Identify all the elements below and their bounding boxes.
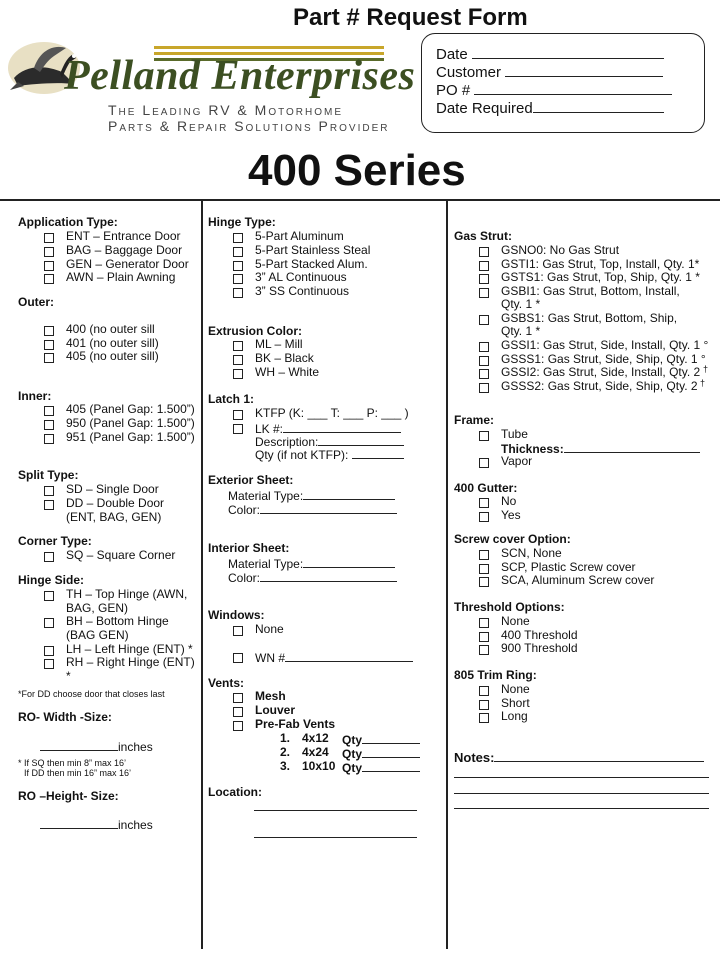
qty-label: Qty (if not KTFP): xyxy=(255,448,349,462)
option-ktfp: KTFP (K: ___ T: ___ P: ___ ) xyxy=(255,406,409,420)
notes-line-2[interactable] xyxy=(454,793,709,794)
checkbox-trim-none[interactable] xyxy=(479,686,489,696)
notes-line-3[interactable] xyxy=(454,808,709,809)
prefab-num-3: 3. xyxy=(280,759,291,773)
description-label: Description: xyxy=(255,435,319,449)
option-gutter-yes: Yes xyxy=(501,508,521,522)
option-threshold-900: 900 Threshold xyxy=(501,641,578,655)
option-bh: BH – Bottom Hinge xyxy=(66,614,169,628)
lk-label: LK #: xyxy=(255,422,284,436)
option-windows-none: None xyxy=(255,622,284,636)
checkbox-scn[interactable] xyxy=(479,550,489,560)
option-tube: Tube xyxy=(501,427,528,441)
date-label: Date xyxy=(436,46,468,63)
option-gen: GEN – Generator Door xyxy=(66,257,189,271)
trim-ring-heading: 805 Trim Ring: xyxy=(454,668,537,682)
sq-note-1: * If SQ then min 8” max 16’ xyxy=(18,758,127,768)
split-type-heading: Split Type: xyxy=(18,468,79,482)
option-gssi1: GSSI1: Gas Strut, Side, Install, Qty. 1 ° xyxy=(501,338,709,352)
series-title: 400 Series xyxy=(248,146,466,195)
option-threshold-none: None xyxy=(501,614,530,628)
checkbox-trim-long[interactable] xyxy=(479,713,489,723)
option-outer-400: 400 (no outer sill xyxy=(66,322,155,336)
checkbox-gsbs1[interactable] xyxy=(479,315,489,325)
option-inner-951: 951 (Panel Gap: 1.500”) xyxy=(66,430,195,444)
notes-label: Notes: xyxy=(454,750,495,765)
form-title: Part # Request Form xyxy=(293,4,528,31)
interior-sheet-heading: Interior Sheet: xyxy=(208,541,290,555)
latch-heading: Latch 1: xyxy=(208,392,255,406)
option-gsbi1: GSBI1: Gas Strut, Bottom, Install, xyxy=(501,284,680,298)
option-prefab: Pre-Fab Vents xyxy=(255,717,336,731)
frame-heading: Frame: xyxy=(454,413,495,427)
po-label: PO # xyxy=(436,82,471,99)
prefab-size-3: 10x10 xyxy=(302,759,336,773)
prefab-size-1: 4x12 xyxy=(302,731,329,745)
option-gsbs1: GSBS1: Gas Strut, Bottom, Ship, xyxy=(501,311,678,325)
checkbox-vapor[interactable] xyxy=(479,458,489,468)
option-trim-short: Short xyxy=(501,696,530,710)
option-gsss1: GSSS1: Gas Strut, Side, Ship, Qty. 1 ° xyxy=(501,352,706,366)
prefab-num-1: 1. xyxy=(280,731,291,745)
gas-strut-heading: Gas Strut: xyxy=(454,229,513,243)
option-gsbs1-qty: Qty. 1 * xyxy=(501,324,541,338)
option-ent: ENT – Entrance Door xyxy=(66,229,181,243)
checkbox-gsts1[interactable] xyxy=(479,274,489,284)
option-sq: SQ – Square Corner xyxy=(66,548,176,562)
prefab-qty-3-label: Qty xyxy=(342,761,363,775)
checkbox-scp[interactable] xyxy=(479,564,489,574)
option-hinge-3: 5-Part Stacked Alum. xyxy=(255,257,368,271)
gutter-heading: 400 Gutter: xyxy=(454,481,518,495)
checkbox-gssi1[interactable] xyxy=(479,342,489,352)
option-gssi2: GSSI2: Gas Strut, Side, Install, Qty. 2 xyxy=(501,365,701,379)
company-tagline-1: The Leading RV & Motorhome xyxy=(108,102,344,118)
checkbox-threshold-none[interactable] xyxy=(479,618,489,628)
option-scp: SCP, Plastic Screw cover xyxy=(501,560,636,574)
ro-height-unit: inches xyxy=(118,818,153,832)
exterior-sheet-heading: Exterior Sheet: xyxy=(208,473,294,487)
checkbox-gsbi1[interactable] xyxy=(479,288,489,298)
option-ml: ML – Mill xyxy=(255,337,303,351)
company-tagline-2: Parts & Repair Solutions Provider xyxy=(108,118,390,134)
date-required-label: Date Required xyxy=(436,100,533,117)
checkbox-threshold-900[interactable] xyxy=(479,645,489,655)
option-rh-asterisk: * xyxy=(66,669,71,683)
option-gutter-no: No xyxy=(501,494,517,508)
option-trim-long: Long xyxy=(501,709,528,723)
option-louver: Louver xyxy=(255,703,296,717)
dagger-mark-2: † xyxy=(700,378,706,388)
corner-type-heading: Corner Type: xyxy=(18,534,92,548)
option-outer-405: 405 (no outer sill) xyxy=(66,349,159,363)
option-awn: AWN – Plain Awning xyxy=(66,270,176,284)
option-th: TH – Top Hinge (AWN, xyxy=(66,587,188,601)
prefab-size-2: 4x24 xyxy=(302,745,329,759)
company-name: Pelland Enterprises xyxy=(64,53,416,99)
option-wh: WH – White xyxy=(255,365,320,379)
checkbox-tube[interactable] xyxy=(479,431,489,441)
inner-heading: Inner: xyxy=(18,389,52,403)
option-bk: BK – Black xyxy=(255,351,314,365)
notes-heading xyxy=(454,750,704,765)
option-threshold-400: 400 Threshold xyxy=(501,628,578,642)
windows-heading: Windows: xyxy=(208,608,265,622)
hinge-side-heading: Hinge Side: xyxy=(18,573,85,587)
prefab-qty-1-label: Qty xyxy=(342,733,363,747)
checkbox-gsss2[interactable] xyxy=(479,383,489,393)
checkbox-sca[interactable] xyxy=(479,577,489,587)
exterior-material-label: Material Type: xyxy=(228,489,304,503)
notes-line-1[interactable] xyxy=(454,777,709,778)
customer-label: Customer xyxy=(436,64,502,81)
checkbox-threshold-400[interactable] xyxy=(479,632,489,642)
ro-width-heading: RO- Width -Size: xyxy=(18,710,112,724)
interior-color-label: Color: xyxy=(228,571,261,585)
checkbox-gsti1[interactable] xyxy=(479,261,489,271)
option-outer-401: 401 (no outer sill) xyxy=(66,336,159,350)
hinge-type-heading: Hinge Type: xyxy=(208,215,276,229)
option-gsts1: GSTS1: Gas Strut, Top, Ship, Qty. 1 * xyxy=(501,270,700,284)
prefab-num-2: 2. xyxy=(280,745,291,759)
location-heading: Location: xyxy=(208,785,262,799)
option-gsbi1-qty: Qty. 1 * xyxy=(501,297,541,311)
threshold-heading: Threshold Options: xyxy=(454,600,565,614)
option-gsno0: GSNO0: No Gas Strut xyxy=(501,243,620,257)
option-inner-950: 950 (Panel Gap: 1.500”) xyxy=(66,416,195,430)
checkbox-gsss1[interactable] xyxy=(479,356,489,366)
checkbox-trim-short[interactable] xyxy=(479,700,489,710)
option-gsss2: GSSS2: Gas Strut, Side, Ship, Qty. 2 xyxy=(501,379,698,393)
prefab-qty-2-label: Qty xyxy=(342,747,363,761)
option-vapor: Vapor xyxy=(501,454,533,468)
dd-note: *For DD choose door that closes last xyxy=(18,689,165,699)
option-mesh: Mesh xyxy=(255,689,286,703)
thickness-label: Thickness: xyxy=(501,442,564,456)
wn-label: WN # xyxy=(255,651,285,665)
interior-material-label: Material Type: xyxy=(228,557,304,571)
vents-heading: Vents: xyxy=(208,676,245,690)
screw-cover-heading: Screw cover Option: xyxy=(454,532,571,546)
sq-note-2: If DD then min 16” max 16’ xyxy=(24,768,132,778)
ro-height-heading: RO –Height- Size: xyxy=(18,789,119,803)
option-bag: BAG – Baggage Door xyxy=(66,243,183,257)
option-hinge-4: 3” AL Continuous xyxy=(255,270,347,284)
option-dd-detail: (ENT, BAG, GEN) xyxy=(66,510,162,524)
option-hinge-1: 5-Part Aluminum xyxy=(255,229,344,243)
option-sd: SD – Single Door xyxy=(66,482,159,496)
option-dd: DD – Double Door xyxy=(66,496,165,510)
option-bh-detail: (BAG GEN) xyxy=(66,628,129,642)
option-lh: LH – Left Hinge (ENT) * xyxy=(66,642,193,656)
checkbox-gutter-yes[interactable] xyxy=(479,512,489,522)
outer-heading: Outer: xyxy=(18,295,54,309)
option-scn: SCN, None xyxy=(501,546,562,560)
application-type-heading: Application Type: xyxy=(18,215,118,229)
checkbox-gutter-no[interactable] xyxy=(479,498,489,508)
checkbox-gsno0[interactable] xyxy=(479,247,489,257)
option-sca: SCA, Aluminum Screw cover xyxy=(501,573,655,587)
option-th-detail: BAG, GEN) xyxy=(66,601,129,615)
option-hinge-2: 5-Part Stainless Steal xyxy=(255,243,371,257)
option-gsti1: GSTI1: Gas Strut, Top, Install, Qty. 1* xyxy=(501,257,700,271)
ro-width-unit: inches xyxy=(118,740,153,754)
dagger-mark-1: † xyxy=(703,364,709,374)
checkbox-gssi2[interactable] xyxy=(479,369,489,379)
option-rh: RH – Right Hinge (ENT) xyxy=(66,655,195,669)
exterior-color-label: Color: xyxy=(228,503,261,517)
extrusion-color-heading: Extrusion Color: xyxy=(208,324,303,338)
option-inner-405: 405 (Panel Gap: 1.500”) xyxy=(66,402,195,416)
option-trim-none: None xyxy=(501,682,530,696)
option-hinge-5: 3” SS Continuous xyxy=(255,284,350,298)
